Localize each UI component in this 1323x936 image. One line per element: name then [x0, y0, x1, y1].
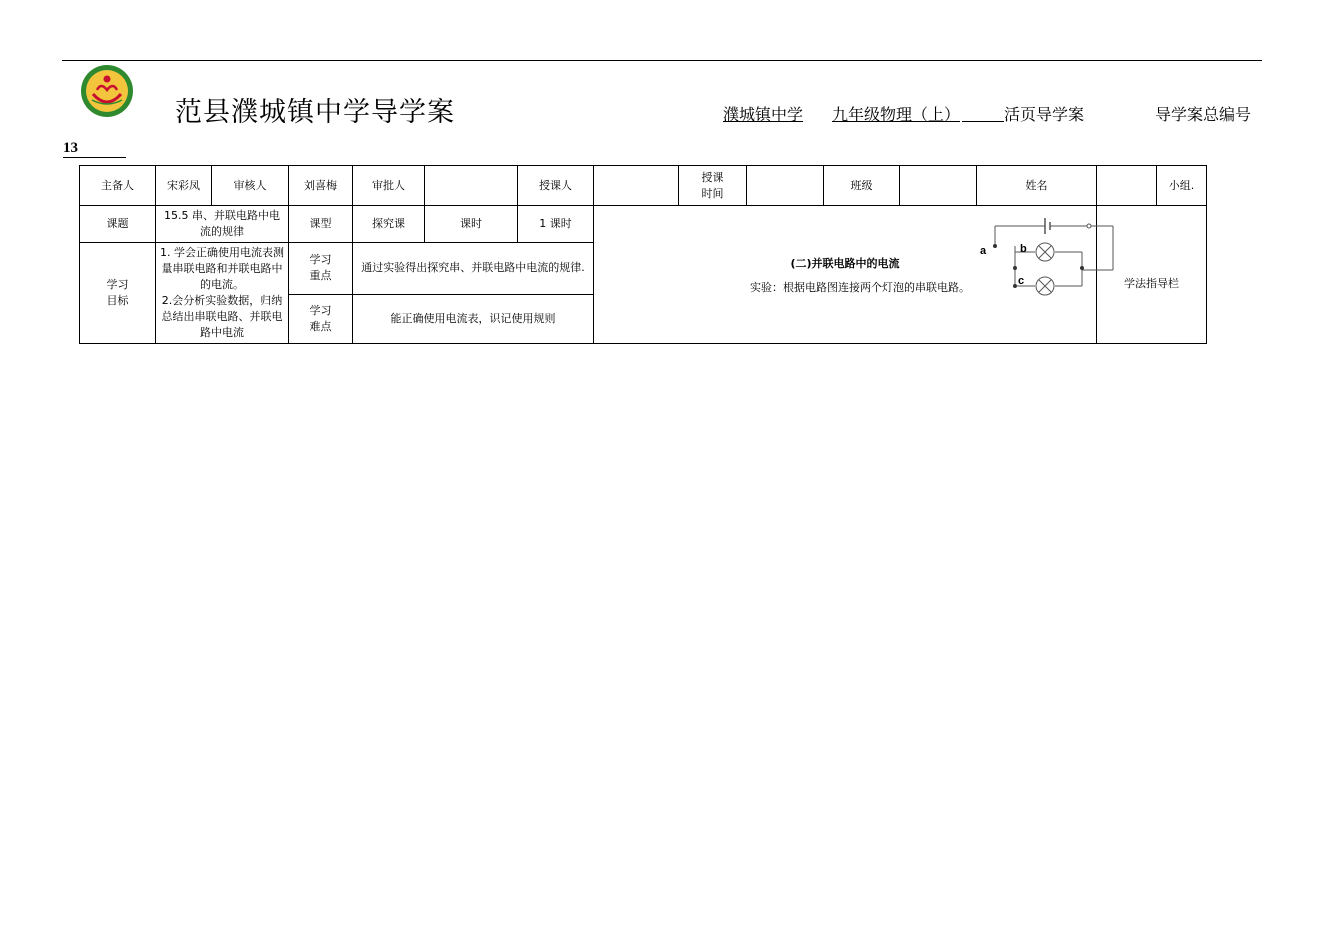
grade-subject: 九年级物理（上）: [832, 105, 961, 124]
circuit-diagram: [970, 212, 1120, 297]
school-name: 濮城镇中学: [723, 105, 804, 124]
hours-label: 课时: [425, 206, 518, 243]
goals-label-line1: 学习: [106, 278, 129, 291]
lecturer-value: [594, 166, 679, 206]
serial-underline: [63, 157, 126, 158]
class-value: [900, 166, 977, 206]
goals-label-line2: 目标: [106, 294, 129, 307]
section-heading: (二)并联电路中的电流: [790, 256, 900, 270]
serial-number: 13: [63, 140, 78, 156]
type-value: 探究课: [353, 206, 425, 243]
loose-leaf-label: 活页导学案: [1004, 105, 1085, 124]
time-label-line2: 时间: [701, 186, 724, 200]
goals-label: [80, 243, 156, 344]
difficulty-label: [289, 294, 353, 343]
difficulty-label-line1: 学习: [309, 303, 332, 317]
difficulty-value: 能正确使用电流表，识记使用规则: [353, 294, 594, 343]
lecturer-label: 授课人: [518, 166, 594, 206]
school-logo: [80, 64, 134, 118]
goal-item-1: 1. 学会正确使用电流表测量串联电路和并联电路中的电流。: [160, 246, 284, 291]
focus-label-line2: 重点: [309, 269, 332, 283]
topic-label: 课题: [80, 206, 156, 243]
document-title: 范县濮城镇中学导学案: [175, 97, 455, 128]
total-number-label: 导学案总编号: [1155, 105, 1252, 124]
difficulty-label-line2: 难点: [309, 319, 332, 333]
info-row: [80, 166, 1207, 206]
approver-value: [425, 166, 518, 206]
focus-value: 通过实验得出探究串、并联电路中电流的规律.: [353, 243, 594, 295]
time-label-line1: 授课: [701, 170, 724, 184]
hours-value: 1 课时: [518, 206, 594, 243]
preparer-value: 宋彩凤: [156, 166, 212, 206]
focus-label-line1: 学习: [309, 253, 332, 267]
time-label: [679, 166, 747, 206]
top-rule: [62, 60, 1262, 61]
circuit-label-a: a: [980, 245, 987, 257]
reviewer-label: 审核人: [212, 166, 289, 206]
approver-label: 审批人: [353, 166, 425, 206]
goals-list: [156, 243, 289, 344]
header-underline: [962, 121, 1004, 122]
guide-column: 学法指导栏: [1097, 206, 1207, 344]
class-label: 班级: [824, 166, 900, 206]
reviewer-value: 刘喜梅: [289, 166, 353, 206]
topic-value: 15.5 串、并联电路中电流的规律: [156, 206, 289, 243]
circuit-label-c: c: [1018, 275, 1025, 287]
goal-item-2: 2.会分析实验数据，归纳总结出串联电路、并联电路中电流: [161, 294, 283, 339]
preparer-label: 主备人: [80, 166, 156, 206]
experiment-text: 实验：根据电路图连接两个灯泡的串联电路。: [750, 280, 970, 294]
focus-label: [289, 243, 353, 295]
type-label: 课型: [289, 206, 353, 243]
name-label: 姓名: [977, 166, 1097, 206]
circuit-label-b: b: [1020, 243, 1027, 255]
group-label: 小组.: [1157, 166, 1207, 206]
name-value: [1097, 166, 1157, 206]
time-value: [747, 166, 824, 206]
